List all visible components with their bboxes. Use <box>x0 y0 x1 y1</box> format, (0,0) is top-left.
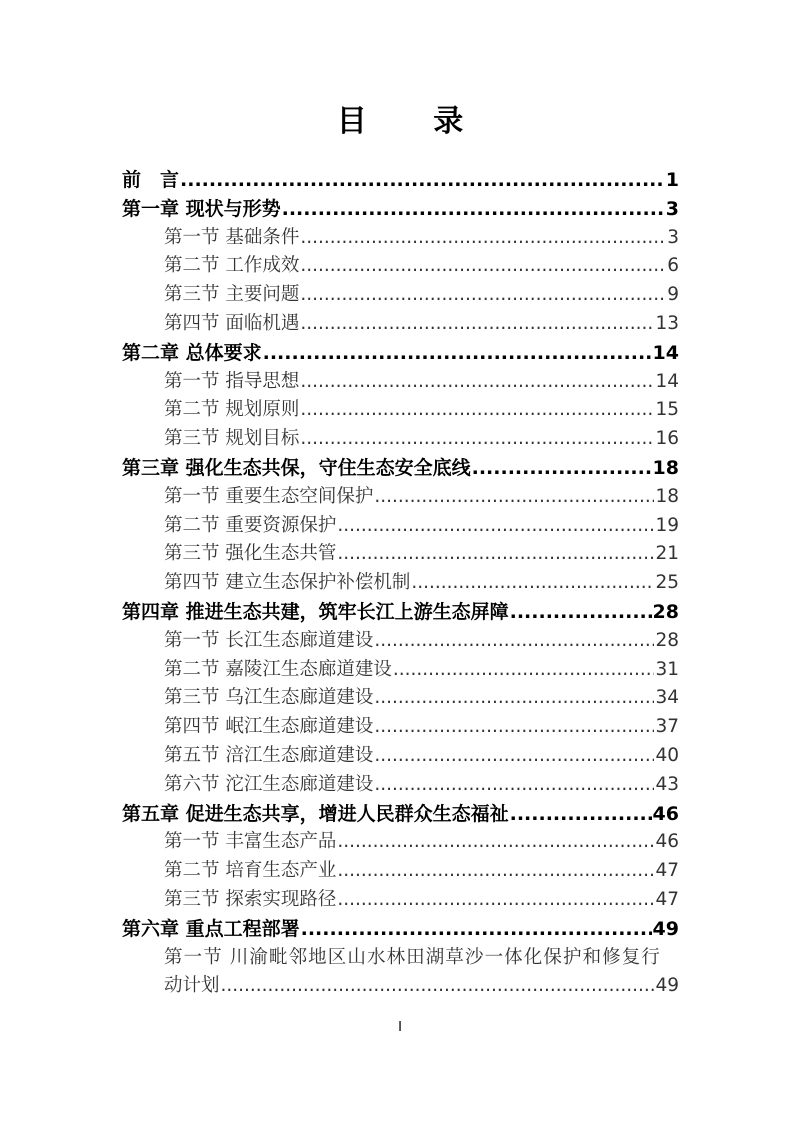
toc-chapter-entry[interactable] <box>122 454 679 483</box>
toc-chapter-entry[interactable] <box>122 915 679 944</box>
toc-entry-label: 第一节 指导思想 <box>164 370 300 392</box>
toc-entry-label: 第五节 涪江生态廊道建设 <box>164 744 374 766</box>
toc-entry-page: 49 <box>652 917 679 940</box>
toc-entry-page: 3 <box>667 226 679 248</box>
toc-section-entry[interactable] <box>122 396 679 425</box>
toc-section-entry[interactable] <box>122 742 679 771</box>
toc-entry-label: 第一节 丰富生态产品 <box>164 831 337 853</box>
toc-section-entry[interactable] <box>122 425 679 454</box>
toc-entry-label: 第三节 强化生态共管 <box>164 543 337 565</box>
dot-leader <box>263 339 652 368</box>
toc-entry-label: 第二节 规划原则 <box>164 399 300 421</box>
toc-section-entry[interactable] <box>122 684 679 713</box>
table-of-contents <box>122 166 679 1001</box>
toc-section-entry[interactable] <box>122 310 679 339</box>
dot-leader <box>472 454 652 483</box>
dot-leader <box>374 713 654 742</box>
toc-section-entry[interactable] <box>122 569 679 598</box>
dot-leader <box>411 569 654 598</box>
toc-entry-label: 第二节 培育生态产业 <box>164 860 337 882</box>
toc-section-entry[interactable] <box>122 771 679 800</box>
toc-section-entry[interactable] <box>122 627 679 656</box>
dot-leader <box>221 972 655 1001</box>
toc-entry-page: 34 <box>655 687 679 709</box>
toc-chapter-entry[interactable] <box>122 598 679 627</box>
dot-leader <box>300 224 666 253</box>
toc-entry-label: 第一节 基础条件 <box>164 226 300 248</box>
toc-entry-wrapped-line1[interactable] <box>122 944 679 973</box>
toc-entry-label: 第二节 工作成效 <box>164 255 300 277</box>
toc-entry-page: 21 <box>655 543 679 565</box>
toc-entry-label: 第三节 乌江生态廊道建设 <box>164 687 374 709</box>
toc-entry-label: 第三节 规划目标 <box>164 428 300 450</box>
toc-entry-label: 第四节 岷江生态廊道建设 <box>164 716 374 738</box>
dot-leader <box>510 800 652 829</box>
dot-leader <box>337 857 654 886</box>
toc-entry-label: 前 言 <box>122 169 180 191</box>
dot-leader <box>300 281 666 310</box>
toc-section-entry[interactable] <box>122 828 679 857</box>
toc-entry-page: 49 <box>655 975 679 997</box>
toc-section-entry[interactable] <box>122 368 679 397</box>
toc-chapter-entry[interactable] <box>122 195 679 224</box>
toc-chapter-entry[interactable] <box>122 339 679 368</box>
dot-leader <box>300 368 654 397</box>
toc-entry-page: 15 <box>655 399 679 421</box>
page-title: 目 录 <box>336 104 492 139</box>
toc-entry-page: 16 <box>655 428 679 450</box>
toc-entry-label: 第三章 强化生态共保，守住生态安全底线 <box>122 456 471 479</box>
dot-leader <box>374 742 654 771</box>
toc-entry-label: 第四节 建立生态保护补偿机制 <box>164 572 411 594</box>
toc-entry-label: 第一节 川渝毗邻地区山水林田湖草沙一体化保护和修复行 <box>164 946 661 968</box>
toc-entry-page: 46 <box>655 831 679 853</box>
toc-entry-page: 9 <box>667 284 679 306</box>
toc-chapter-entry[interactable] <box>122 800 679 829</box>
toc-entry-page: 14 <box>652 341 679 364</box>
dot-leader <box>301 915 652 944</box>
dot-leader <box>337 512 654 541</box>
toc-entry-page: 28 <box>652 600 679 623</box>
dot-leader <box>393 656 655 685</box>
toc-section-entry[interactable] <box>122 252 679 281</box>
toc-entry-wrapped-line2[interactable] <box>122 972 679 1001</box>
dot-leader <box>300 310 654 339</box>
toc-section-entry[interactable] <box>122 224 679 253</box>
toc-entry-label: 第一节 重要生态空间保护 <box>164 485 374 507</box>
toc-section-entry[interactable] <box>122 886 679 915</box>
toc-section-entry[interactable] <box>122 281 679 310</box>
toc-entry-page: 28 <box>655 629 679 651</box>
dot-leader <box>374 684 654 713</box>
toc-entry-page: 6 <box>667 255 679 277</box>
toc-entry-label: 第二章 总体要求 <box>122 341 262 364</box>
toc-section-entry[interactable] <box>122 512 679 541</box>
dot-leader <box>300 425 654 454</box>
dot-leader <box>374 771 654 800</box>
toc-entry-page: 46 <box>652 802 679 825</box>
toc-entry-page: 14 <box>655 370 679 392</box>
dot-leader <box>337 886 654 915</box>
toc-entry-label: 第三节 主要问题 <box>164 284 300 306</box>
dot-leader <box>282 195 665 224</box>
toc-entry-page: 13 <box>655 312 679 334</box>
toc-entry-label: 第二节 嘉陵江生态廊道建设 <box>164 658 392 680</box>
toc-entry-page: 19 <box>655 514 679 536</box>
toc-entry-page: 25 <box>655 572 679 594</box>
toc-entry-page: 43 <box>655 773 679 795</box>
toc-entry-label: 第二节 重要资源保护 <box>164 514 337 536</box>
toc-section-entry[interactable] <box>122 656 679 685</box>
toc-entry-label: 第一节 长江生态廊道建设 <box>164 629 374 651</box>
toc-entry-page: 1 <box>665 169 679 191</box>
toc-entry-label: 第四节 面临机遇 <box>164 312 300 334</box>
toc-entry-label: 第三节 探索实现路径 <box>164 888 337 910</box>
toc-entry-page: 18 <box>652 456 679 479</box>
toc-entry-label: 第六章 重点工程部署 <box>122 917 300 940</box>
toc-entry-page: 37 <box>655 716 679 738</box>
toc-entry-label: 第六节 沱江生态廊道建设 <box>164 773 374 795</box>
toc-section-entry[interactable] <box>122 857 679 886</box>
dot-leader <box>180 166 665 195</box>
toc-entry-page: 18 <box>655 485 679 507</box>
dot-leader <box>374 483 654 512</box>
toc-chapter-entry[interactable] <box>122 166 679 195</box>
dot-leader <box>510 598 652 627</box>
toc-entry-page: 47 <box>655 860 679 882</box>
toc-entry-label: 第一章 现状与形势 <box>122 197 281 220</box>
toc-entry-label: 第五章 促进生态共享，增进人民群众生态福祉 <box>122 802 509 825</box>
toc-entry-label: 动计划 <box>164 975 220 997</box>
toc-entry-page: 3 <box>665 197 679 220</box>
page-number: I <box>398 1020 402 1035</box>
dot-leader <box>374 627 654 656</box>
dot-leader <box>300 252 666 281</box>
toc-section-entry[interactable] <box>122 540 679 569</box>
toc-section-entry[interactable] <box>122 483 679 512</box>
toc-section-entry[interactable] <box>122 713 679 742</box>
toc-entry-page: 31 <box>655 658 679 680</box>
toc-entry-page: 47 <box>655 888 679 910</box>
dot-leader <box>300 396 654 425</box>
dot-leader <box>337 828 654 857</box>
toc-entry-page: 40 <box>655 744 679 766</box>
dot-leader <box>337 540 654 569</box>
toc-entry-label: 第四章 推进生态共建，筑牢长江上游生态屏障 <box>122 600 509 623</box>
